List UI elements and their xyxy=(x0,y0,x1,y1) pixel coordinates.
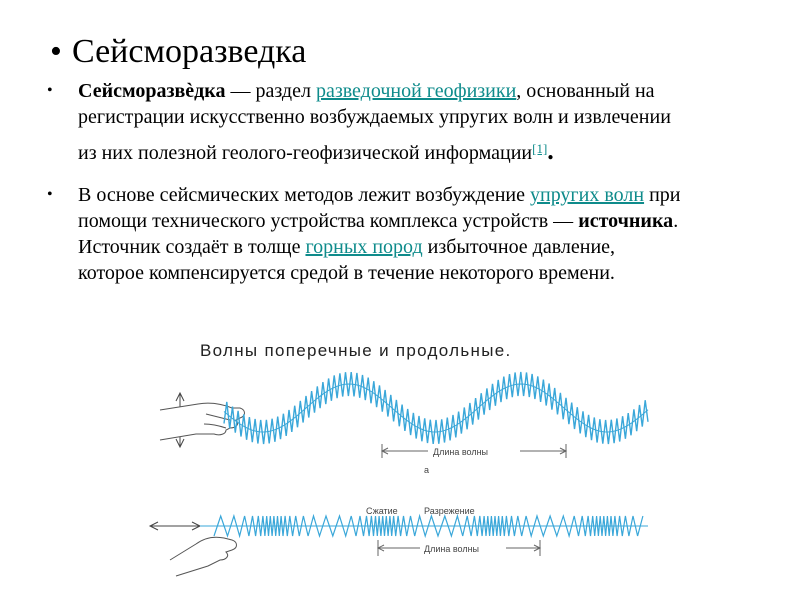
text-span: при xyxy=(644,184,681,206)
text-span: , основанный на xyxy=(516,80,655,102)
reference-link[interactable]: [1] xyxy=(532,141,548,156)
text-span: . xyxy=(673,210,679,232)
text-span: В основе сейсмических методов лежит возбуждение xyxy=(78,184,530,206)
transverse-wave xyxy=(224,372,648,444)
wavelength-label-bottom: Длина волны xyxy=(424,544,480,554)
text-span: — раздел xyxy=(225,80,316,102)
compression-label: Сжатие xyxy=(366,506,398,516)
hand-icon-bottom xyxy=(170,537,237,576)
paragraph-line: регистрации искусственно возбуждаемых упругих волн и извлечении xyxy=(78,106,671,128)
title-text: Сейсморазведка xyxy=(72,33,307,70)
figure-caption: Волны поперечные и продольные. xyxy=(200,341,512,360)
text-span: помощи технического устройства комплекса устройств — xyxy=(78,210,579,232)
wavelength-label-top: Длина волны xyxy=(433,447,489,457)
horizontal-arrow-icon xyxy=(150,522,200,530)
term-bold: источника xyxy=(578,210,674,232)
text-span: избыточное давление, xyxy=(422,236,616,258)
link-exploration-geophysics[interactable]: разведочной геофизики xyxy=(315,80,517,102)
period: . xyxy=(547,136,554,165)
text-span: Источник создаёт в толще xyxy=(78,236,306,258)
paragraph-line: которое компенсируется средой в течение некоторого времени. xyxy=(78,262,615,284)
bullet-marker: • xyxy=(47,186,53,203)
bullet-marker: • xyxy=(47,82,53,99)
figure-label-a: а xyxy=(424,465,430,475)
link-elastic-waves[interactable]: упругих волн xyxy=(529,184,645,206)
title-bullet: • xyxy=(50,33,62,70)
term-bold: Сейсморазвѐдка xyxy=(78,80,226,102)
link-rocks[interactable]: горных пород xyxy=(305,236,423,258)
rarefaction-label: Разрежение xyxy=(424,506,475,516)
text-span: из них полезной геолого-геофизической информации xyxy=(78,142,533,164)
